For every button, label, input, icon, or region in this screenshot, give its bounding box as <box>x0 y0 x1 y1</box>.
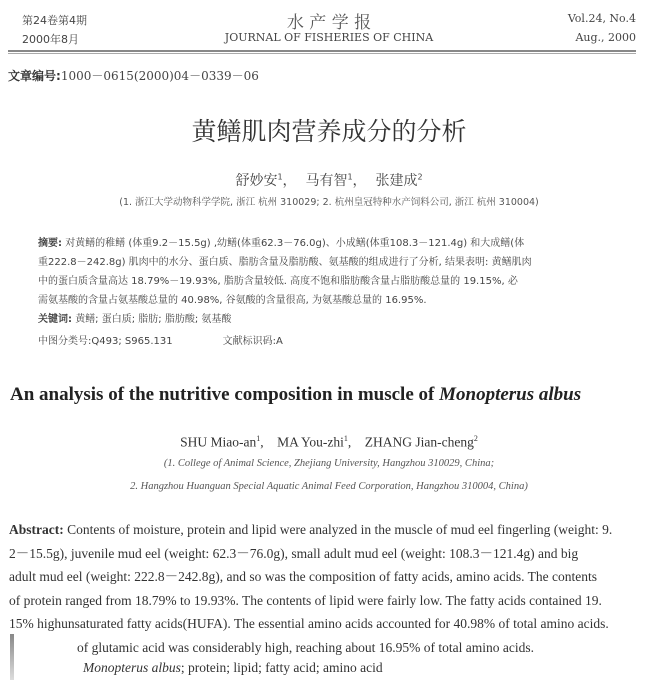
abstract-cn-line: 对黄鳝的稚鳝 (体重9.2－15.5g) ,幼鳝(体重62.3－76.0g)、小成鳝(体重108.3－121.4g) 和大成鳝(体 <box>65 238 525 249</box>
author-sup: 1 <box>256 434 261 443</box>
affiliation-cn: (1. 浙江大学动物科学学院, 浙江 杭州 310029; 2. 杭州皇冠特种水产饲料公司, 浙江 杭州 310004) <box>119 197 539 208</box>
author-en: MA You-zhi <box>277 434 344 450</box>
abstract-en-label: Abstract: <box>9 522 64 537</box>
abstract-cn-line: 需氨基酸的含量占氨基酸总量的 40.98%, 谷氨酸的含量很高, 为氨基酸总量的 16.95%. <box>38 295 427 306</box>
volume-en: Vol.24, No.4 <box>567 12 636 25</box>
date-en: Aug., 2000 <box>575 31 636 44</box>
keywords-en-rest: ; protein; lipid; fatty acid; amino acid <box>180 660 383 675</box>
author-cn: 舒妙安 <box>235 173 278 189</box>
article-id-label: 文章编号: <box>8 69 61 83</box>
title-en-species: Monopterus albus <box>439 384 582 405</box>
journal-title-en: JOURNAL OF FISHERIES OF CHINA <box>224 31 434 44</box>
author-sup: 2 <box>473 434 478 443</box>
abstract-en <box>9 518 612 677</box>
author-cn: 张建成 <box>375 173 418 189</box>
abstract-cn-label: 摘要: <box>38 238 62 249</box>
scan-artifact <box>10 634 14 680</box>
keywords-cn: 黄鳝; 蛋白质; 脂肪; 脂肪酸; 氨基酸 <box>75 314 232 325</box>
keywords-cn-label: 关键词: <box>38 314 72 325</box>
author-sup: 2 <box>417 172 423 182</box>
date-cn: 2000年8月 <box>22 33 79 46</box>
title-en-text: An analysis of the nutritive composition in muscle of <box>10 384 440 405</box>
title-cn: 黄鳝肌肉营养成分的分析 <box>191 117 467 146</box>
abstract-en-line: of protein ranged from 18.79% to 19.93%. The contents of lipid were fairly low. The fatty acids contained 19. <box>9 592 602 608</box>
title-en <box>10 384 581 406</box>
abstract-en-line: 2－15.5g), juvenile mud eel (weight: 62.3－76.0g), small adult mud eel (weight: 108.3－121.4g) and big <box>9 545 579 561</box>
author-sup: 1 <box>347 172 353 182</box>
abstract-cn-line: 中的蛋白质含量高达 18.79%－19.93%, 脂肪含量较低. 高度不饱和脂肪酸含量占脂肪酸总量的 19.15%, 必 <box>38 276 518 287</box>
classification-value: Q493; S965.131 <box>91 336 173 347</box>
abstract-cn-line: 重222.8－242.8g) 肌肉中的水分、蛋白质、脂肪含量及脂肪酸、氨基酸的组成进行了分析, 结果表明: 黄鳝肌肉 <box>38 257 532 268</box>
author-en: ZHANG Jian-cheng <box>364 434 474 450</box>
doc-code-value: A <box>275 336 283 347</box>
keywords-en-species: Monopterus albus <box>83 660 181 675</box>
article-id <box>8 67 259 84</box>
author-en: SHU Miao-an <box>180 434 257 450</box>
affiliation-en-2: 2. Hangzhou Huanguan Special Aquatic Animal Feed Corporation, Hangzhou 310004, China) <box>130 481 528 492</box>
abstract-en-line: of glutamic acid was considerably high, reaching about 16.95% of total amino acids. <box>77 639 534 655</box>
keywords-en <box>9 659 612 677</box>
authors-cn: 舒妙安$^1$， 马有智$^1$， 张建成$^2$ <box>235 172 423 189</box>
journal-title-cn: 水 产 学 报 <box>286 13 372 33</box>
abstract-en-line: adult mud eel (weight: 222.8－242.8g), and so was the composition of fatty acids, amino acids. The contents <box>9 569 598 584</box>
affiliation-en-1: (1. College of Animal Science, Zhejiang University, Hangzhou 310029, China; <box>163 458 495 469</box>
author-sup: 1 <box>277 172 283 182</box>
classification-label: 中图分类号: <box>38 336 92 347</box>
volume-cn: 第24卷第4期 <box>22 14 87 27</box>
author-cn: 马有智 <box>305 173 348 189</box>
header-rule <box>8 50 636 54</box>
article-id-value: 1000－0615(2000)04－0339－06 <box>60 69 259 83</box>
abstract-en-line: Contents of moisture, protein and lipid were analyzed in the muscle of mud eel fingerling (weight: 9. <box>63 522 613 537</box>
author-sup: 1 <box>343 434 348 443</box>
abstract-cn <box>38 234 532 351</box>
doc-code-label: 文献标识码: <box>222 336 276 347</box>
abstract-en-line: 15% highunsaturated fatty acids(HUFA). The essential amino acids accounted for 40.98% of total amino acids. <box>9 616 609 631</box>
authors-en: SHU Miao-$an^1$, MA You-zhi$^1$, ZHANG Jian-cheng$^2$ <box>180 434 478 450</box>
